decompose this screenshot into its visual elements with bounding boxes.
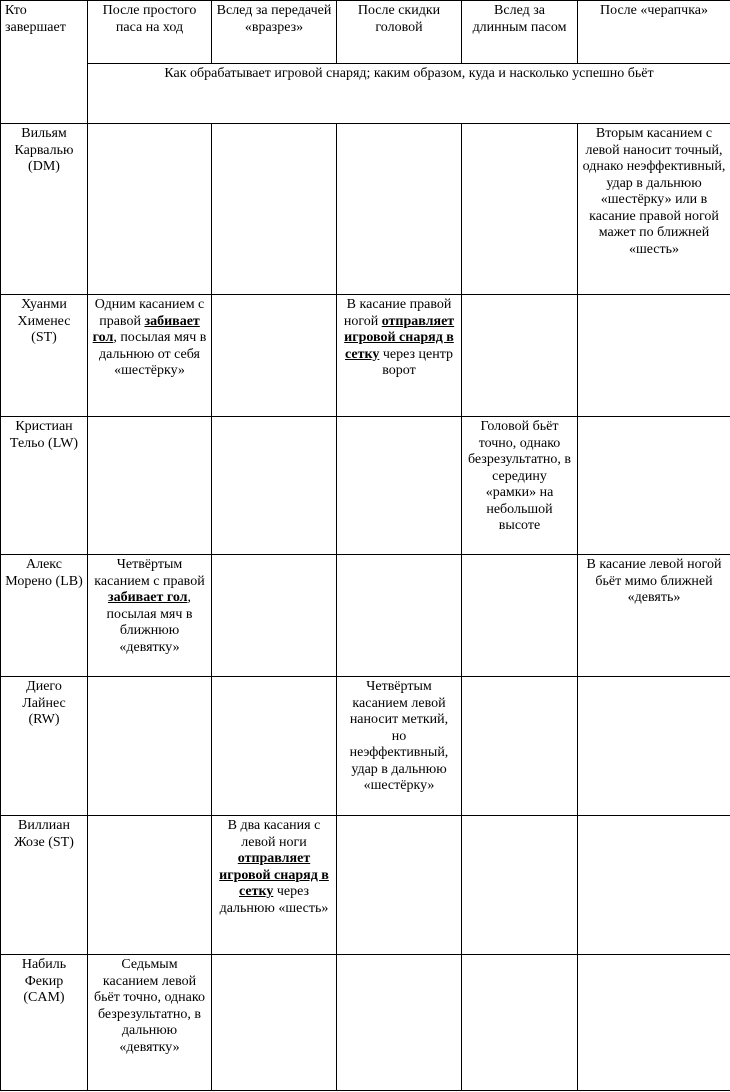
player-name: Виллиан Жозе (ST) xyxy=(1,816,88,955)
cell-empty xyxy=(212,124,337,295)
table-row xyxy=(1,955,730,1091)
header-through-pass: Вслед за передачей «вразрез» xyxy=(212,1,337,64)
player-name: Алекс Морено (LB) xyxy=(1,555,88,677)
cell-description xyxy=(212,816,337,955)
header-long-pass: Вслед за длинным пасом xyxy=(462,1,578,64)
cell-empty xyxy=(337,955,462,1091)
player-name: Кристиан Тельо (LW) xyxy=(1,417,88,555)
cell-empty xyxy=(337,417,462,555)
player-name: Вильям Карвалью (DM) xyxy=(1,124,88,295)
text-part: В касание правой ногой xyxy=(343,297,452,329)
text-part: В два касания с левой ноги xyxy=(227,818,321,850)
header-simple-pass: После простого паса на ход xyxy=(88,1,212,64)
text-part: , посылая мяч в дальнюю от себя «шестёрку» xyxy=(99,330,207,378)
header-who: Кто завершает xyxy=(1,1,88,124)
cell-description xyxy=(88,555,212,677)
cell-description xyxy=(337,295,462,417)
text-part: Одним касанием с правой xyxy=(94,297,205,329)
highlight-text: забивает гол xyxy=(107,590,188,605)
cell-empty xyxy=(212,955,337,1091)
cell-empty xyxy=(337,816,462,955)
highlight-text: отправляет игровой снаряд в сетку xyxy=(219,851,329,899)
header-head-flick: После скидки головой xyxy=(337,1,462,64)
cell-empty xyxy=(88,677,212,816)
table-row xyxy=(1,124,730,295)
subtitle-row xyxy=(1,64,730,124)
cell-description xyxy=(88,295,212,417)
cell-empty xyxy=(462,124,578,295)
cell-empty xyxy=(88,417,212,555)
cell-empty xyxy=(462,295,578,417)
cell-empty xyxy=(337,555,462,677)
text-part: через центр ворот xyxy=(379,346,453,378)
text-part: Четвёртым касанием с правой xyxy=(94,557,205,589)
cell-empty xyxy=(462,677,578,816)
cell-empty xyxy=(578,955,730,1091)
player-name: Хуанми Хименес (ST) xyxy=(1,295,88,417)
table-row xyxy=(1,816,730,955)
text-part: , посылая мяч в ближнюю «девятку» xyxy=(106,590,193,655)
cell-empty xyxy=(212,417,337,555)
highlight-text: отправляет игровой снаряд в сетку xyxy=(344,313,455,362)
cell-description: Седьмым касанием левой бьёт точно, однако безрезультатно, в дальнюю «девятку» xyxy=(88,955,212,1091)
highlight-text: забивает гол xyxy=(92,313,200,345)
cell-empty xyxy=(212,677,337,816)
cell-empty xyxy=(578,417,730,555)
cell-empty xyxy=(88,816,212,955)
cell-empty xyxy=(578,677,730,816)
header-chip: После «черапчка» xyxy=(578,1,730,64)
cell-empty xyxy=(212,555,337,677)
cell-description: Вторым касанием с левой наносит точный, однако неэффективный, удар в дальнюю «шестёрку» или в касание правой ногой мажет по ближней «шесть» xyxy=(578,124,730,295)
cell-description: В касание левой ногой бьёт мимо ближней «девять» xyxy=(578,555,730,677)
table-row xyxy=(1,555,730,677)
cell-empty xyxy=(88,124,212,295)
cell-description: Головой бьёт точно, однако безрезультатно, в середину «рамки» на небольшой высоте xyxy=(462,417,578,555)
cell-empty xyxy=(462,816,578,955)
table-row xyxy=(1,677,730,816)
table-row xyxy=(1,295,730,417)
player-name: Диего Лайнес (RW) xyxy=(1,677,88,816)
player-name: Набиль Фекир (CAM) xyxy=(1,955,88,1091)
table-subtitle: Как обрабатывает игровой снаряд; каким образом, куда и насколько успешно бьёт xyxy=(88,64,730,124)
text-part: через дальнюю «шесть» xyxy=(219,884,329,916)
cell-empty xyxy=(578,295,730,417)
cell-empty xyxy=(462,955,578,1091)
cell-description: Четвёртым касанием левой наносит меткий, но неэффективный, удар в дальнюю «шестёрку» xyxy=(337,677,462,816)
table-row xyxy=(1,417,730,555)
cell-empty xyxy=(212,295,337,417)
cell-empty xyxy=(337,124,462,295)
cell-empty xyxy=(578,816,730,955)
cell-empty xyxy=(462,555,578,677)
header-row xyxy=(1,1,730,64)
